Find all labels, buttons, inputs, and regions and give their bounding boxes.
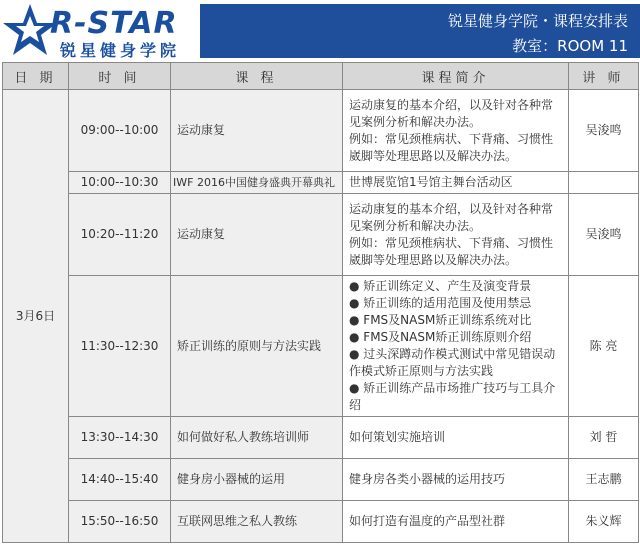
header xyxy=(0,0,640,60)
time-cell: 10:00--10:30 xyxy=(69,172,171,194)
header-date: 日 期 xyxy=(3,63,69,90)
header-intro: 课程简介 xyxy=(343,63,569,90)
intro-bullet: ● 矫正训练的适用范围及使用禁忌 xyxy=(349,296,532,310)
header-lecturer: 讲 师 xyxy=(569,63,639,90)
lecturer-cell: 王志鹏 xyxy=(569,459,639,501)
intro-cell xyxy=(343,194,569,276)
time-cell: 10:20--11:20 xyxy=(69,194,171,276)
logo-chinese: 锐星健身学院 xyxy=(60,41,181,60)
page-title: 锐星健身学院・课程安排表 xyxy=(447,12,628,30)
intro-bullet: ● 矫正训练产品市场推广技巧与工具介绍 xyxy=(349,381,556,412)
intro-bullet: ● 矫正训练定义、产生及演变背景 xyxy=(349,279,532,293)
course-cell: 运动康复 xyxy=(171,194,343,276)
intro-cell: 健身房各类小器械的运用技巧 xyxy=(343,459,569,501)
time-cell: 11:30--12:30 xyxy=(69,276,171,417)
table-row xyxy=(3,459,639,501)
table-row xyxy=(3,172,639,194)
intro-cell: 如何打造有温度的产品型社群 xyxy=(343,501,569,543)
intro-line: 例如：常见颈椎病状、下背痛、习惯性崴脚等处理思路以及解决办法。 xyxy=(349,235,554,267)
course-cell: 矫正训练的原则与方法实践 xyxy=(171,276,343,417)
table-header-row xyxy=(3,63,639,90)
lecturer-cell: 刘 哲 xyxy=(569,417,639,459)
time-cell: 13:30--14:30 xyxy=(69,417,171,459)
time-cell: 09:00--10:00 xyxy=(69,90,171,172)
intro-bullet: ● FMS及NASM矫正训练系统对比 xyxy=(349,313,532,327)
course-cell: 运动康复 xyxy=(171,90,343,172)
intro-bullet: ● 过头深蹲动作模式测试中常见错误动作模式矫正原则与方法实践 xyxy=(349,347,556,378)
intro-line: 例如：常见颈椎病状、下背痛、习惯性崴脚等处理思路以及解决办法。 xyxy=(349,131,554,163)
intro-bullet: ● FMS及NASM矫正训练原则介绍 xyxy=(349,330,532,344)
logo xyxy=(0,0,200,60)
table-row xyxy=(3,90,639,172)
intro-cell: 世博展览馆1号馆主舞台活动区 xyxy=(343,172,569,194)
header-time: 时 间 xyxy=(69,63,171,90)
title-bar xyxy=(200,4,640,58)
lecturer-cell: 朱义辉 xyxy=(569,501,639,543)
intro-cell xyxy=(343,90,569,172)
table-row xyxy=(3,417,639,459)
lecturer-cell: 吴浚鸣 xyxy=(569,90,639,172)
lecturer-cell xyxy=(569,172,639,194)
date-cell: 3月6日 xyxy=(3,90,69,543)
schedule-table xyxy=(2,62,639,543)
logo-brand: R-STAR xyxy=(50,6,178,41)
header-course: 课 程 xyxy=(171,63,343,90)
course-cell: 互联网思维之私人教练 xyxy=(171,501,343,543)
course-cell: 健身房小器械的运用 xyxy=(171,459,343,501)
intro-line: 运动康复的基本介绍，以及针对各种常见案例分析和解决办法。 xyxy=(349,97,554,129)
table-row xyxy=(3,276,639,417)
intro-cell xyxy=(343,276,569,417)
course-cell: 如何做好私人教练培训师 xyxy=(171,417,343,459)
room-label: 教室：ROOM 11 xyxy=(512,37,628,55)
table-row xyxy=(3,194,639,276)
time-cell: 15:50--16:50 xyxy=(69,501,171,543)
lecturer-cell: 吴浚鸣 xyxy=(569,194,639,276)
intro-cell: 如何策划实施培训 xyxy=(343,417,569,459)
intro-line: 运动康复的基本介绍，以及针对各种常见案例分析和解决办法。 xyxy=(349,201,554,233)
time-cell: 14:40--15:40 xyxy=(69,459,171,501)
table-row xyxy=(3,501,639,543)
course-cell: IWF 2016中国健身盛典开幕典礼 xyxy=(171,172,343,194)
lecturer-cell: 陈 亮 xyxy=(569,276,639,417)
